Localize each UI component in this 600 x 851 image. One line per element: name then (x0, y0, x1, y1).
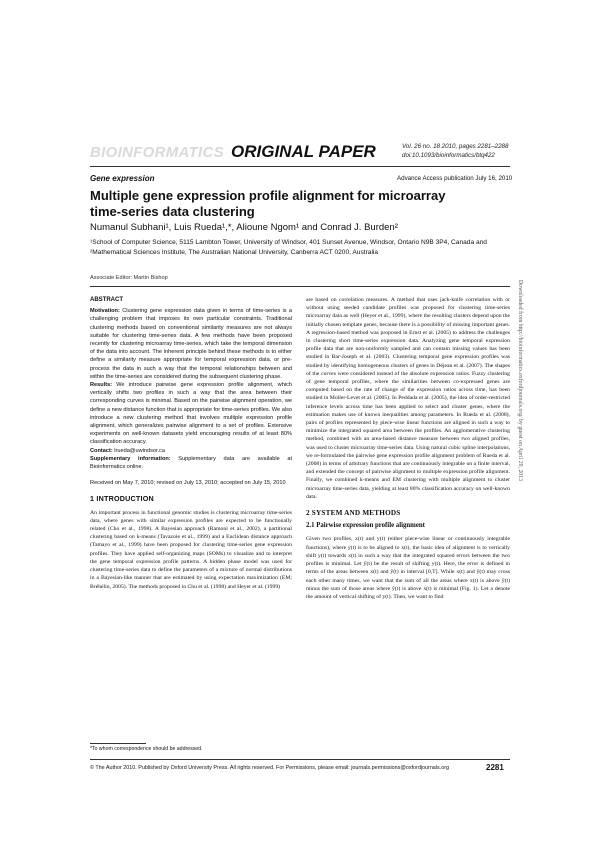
volume-info (402, 142, 508, 160)
section-label: Gene expression (90, 174, 155, 183)
intro-text: An important process in functional genomic studies is clustering microarray time-series data, where genes with similar expression profiles are expected to be functionally related (Cho et al., 1998). A Bayesian approach (Ramoni et al., 2002), a partitional clustering based on k-means (Tavazoie et al., 1999) and a Euclidean distance approach (Tamayo et al., 1999) have been proposed for clustering time-series gene expression profiles. They have applied self-organizing maps (SOMs) to visualize and to interpret the gene temporal expression profile patterns. A hidden phase model was used for clustering time-series data to define the parameters of a mixture of normal distributions in a Bayesian-like manner that are estimated by using expectation maximization (EM; Bréhélin, 2005). The methods proposed in Chu et al. (1998) and Heyer et al. (1999) (90, 509, 292, 590)
footnote: *To whom correspondence should be addressed. (90, 746, 203, 752)
supp-label: Supplementary information: (90, 455, 171, 462)
abstract-results (90, 381, 292, 447)
contact-label: Contact: (90, 447, 113, 454)
abstract-heading: ABSTRACT (90, 297, 123, 303)
bottom-rule (90, 759, 510, 760)
header-rule (90, 166, 510, 167)
associate-editor: Associate Editor: Martin Bishop (90, 275, 168, 281)
abstract-motivation (90, 307, 292, 381)
supp-text: Supplementary data are available at Bioinformatics online. (90, 455, 292, 471)
volume-line: Vol. 26 no. 18 2010, pages 2281–2288 (402, 143, 509, 150)
journal-logo: BIOINFORMATICS (90, 144, 224, 161)
received-dates: Received on May 7, 2010; revised on July 13, 2010; accepted on July 15, 2010 (90, 480, 286, 487)
authors: Numanul Subhani¹, Luis Rueda¹,*, Alioune Ngom¹ and Conrad J. Burden² (90, 222, 398, 233)
doi-line: doi:10.1093/bioinformatics/btq422 (402, 152, 495, 159)
abstract-contact (90, 447, 292, 455)
right-text-2: Given two profiles, x(t) and y(t) (either piece-wise linear or continuously integrable functions), where y(t) is to be aligned to x(t), the basic idea of alignment is to vertically shift y(t) towards x(t) in such a way that the integrated squared errors between the two profiles is minimal. Let ŷ(t) be the result of shifting y(t). Here, the error is defined in terms of the areas between x(t) and ŷ(t) in interval [0,T]. While x(t) and ŷ(t) may cross each other many times, we want that the sum of all the areas where x(t) is above ŷ(t) minus the sum of those areas where ŷ(t) is above x(t) is minimal (Fig. 1). Let a denote the amount of vertical shifting of y(t). Then, we want to find (306, 536, 510, 600)
title-line-2: time-series data clustering (90, 204, 255, 219)
abstract-rule (90, 286, 510, 287)
left-column (90, 296, 292, 591)
right-column (306, 296, 510, 601)
paper-title (90, 188, 510, 220)
affiliations: ¹School of Computer Science, 5115 Lambton Tower, University of Windsor, 401 Sunset Avenue, Windsor, Ontario N9B 3P4, Canada and ²Mathematical Sciences Institute, The Australian National University, Canberra ACT 0200, Australia (90, 239, 487, 256)
download-watermark[interactable]: Downloaded from http://bioinformatics.oxfordjournals.org/ by guest on April 20, 2013 (517, 280, 523, 481)
intro-heading: 1 INTRODUCTION (90, 494, 154, 504)
motivation-label: Motivation: (90, 308, 120, 315)
results-text: We introduce pairwise gene expression profile alignment, which vertically shifts two profiles in such a way that the area between their corresponding curves is minimal. Based on the pairwise alignment operation, we define a new distance function that is appropriate for time-series profiles. We also introduce a new clustering method that involves multiple expression profile alignment, which generalizes pairwise alignment to a set of profiles. Extensive experiments on well-known datasets yield encouraging results of at least 80% classification accuracy. (90, 382, 292, 446)
paper-type: ORIGINAL PAPER (231, 142, 376, 161)
page-number: 2281 (486, 763, 504, 772)
motivation-text: Clustering gene expression data given in terms of time-series is a challenging problem that imposes its own particular constraints. Traditional clustering methods based on conventional similarity measures are not always suitable for clustering time-series data. A few methods have been proposed recently for clustering microarray time-series, which take the temporal dimension of the data into account. The inherent principle behind these methods is to either define a similarity measure appropriate for temporal expression data, or pre-process the data in such a way that the temporal relationships between and within the time-series are considered during the subsequent clustering phase. (90, 308, 292, 380)
right-text-1: are based on correlation measures. A method that uses jack-knife correlation with or without using seeded candidate profiles was proposed for clustering time-series microarray data as well (Heyer et al., 1999), where the resulting clusters depend upon the initially chosen template genes, because there is a possibility of missing important genes. A regression-based method was proposed in Ernst et al. (2005) to address the challenges in clustering short time-series expression data. Analyzing gene temporal expression profile data that are non-uniformly sampled and can contain missing values has been studied in Bar-Joseph et al. (2003). Clustering temporal gene expression profiles was studied by identifying homogeneous clusters of genes in Déjean et al. (2007). The shapes of the curves were considered instead of the absolute expression ratios. Fuzzy clustering of gene temporal profiles, where the similarities between co-expressed genes are computed based on the rate of change of the expression ratios across time, has been studied in Moller-Levet et al. (2005). In Peddada et al. (2005), the idea of order-restricted inference levels across time has been applied to select and cluster genes, where the estimation makes use of known inequalities among parameters. In Rueda et al. (2008), pairs of profiles represented by piece-wise linear functions are aligned in such a way to minimize the integrated squared area between the profiles. An agglomerative clustering method, combined with an area-based distance measure between two aligned profiles, was used to cluster microarray time-series data. Using natural cubic spline interpolations, we re-formulated the pairwise gene expression profile alignment problem of Rueda et al. (2008) in terms of arbitrary functions that are continuously integrable on a finite interval, and extended the concept of pairwise alignment to multiple expression profile alignment. Finally, we combined k-means and EM clustering with multiple alignment to cluster microarray time-series data, yielding at least 80% classification accuracy on well-known data. (306, 297, 510, 500)
contact-email[interactable]: lrueda@uwindsor.ca (114, 447, 166, 454)
section-2-heading: 2 SYSTEM AND METHODS (306, 509, 401, 518)
section-2-1-heading: 2.1 Pairwise expression profile alignment (306, 522, 425, 530)
abstract-supplementary (90, 455, 292, 471)
title-line-1: Multiple gene expression profile alignment for microarray (90, 188, 446, 203)
copyright-line: © The Author 2010. Published by Oxford University Press. All rights reserved. For Permissions, please email: journals.permissions@oxfordjournals.org (90, 765, 449, 771)
footnote-rule (90, 743, 146, 744)
results-label: Results: (90, 382, 113, 389)
advance-access: Advance Access publication July 16, 2010 (397, 175, 513, 182)
